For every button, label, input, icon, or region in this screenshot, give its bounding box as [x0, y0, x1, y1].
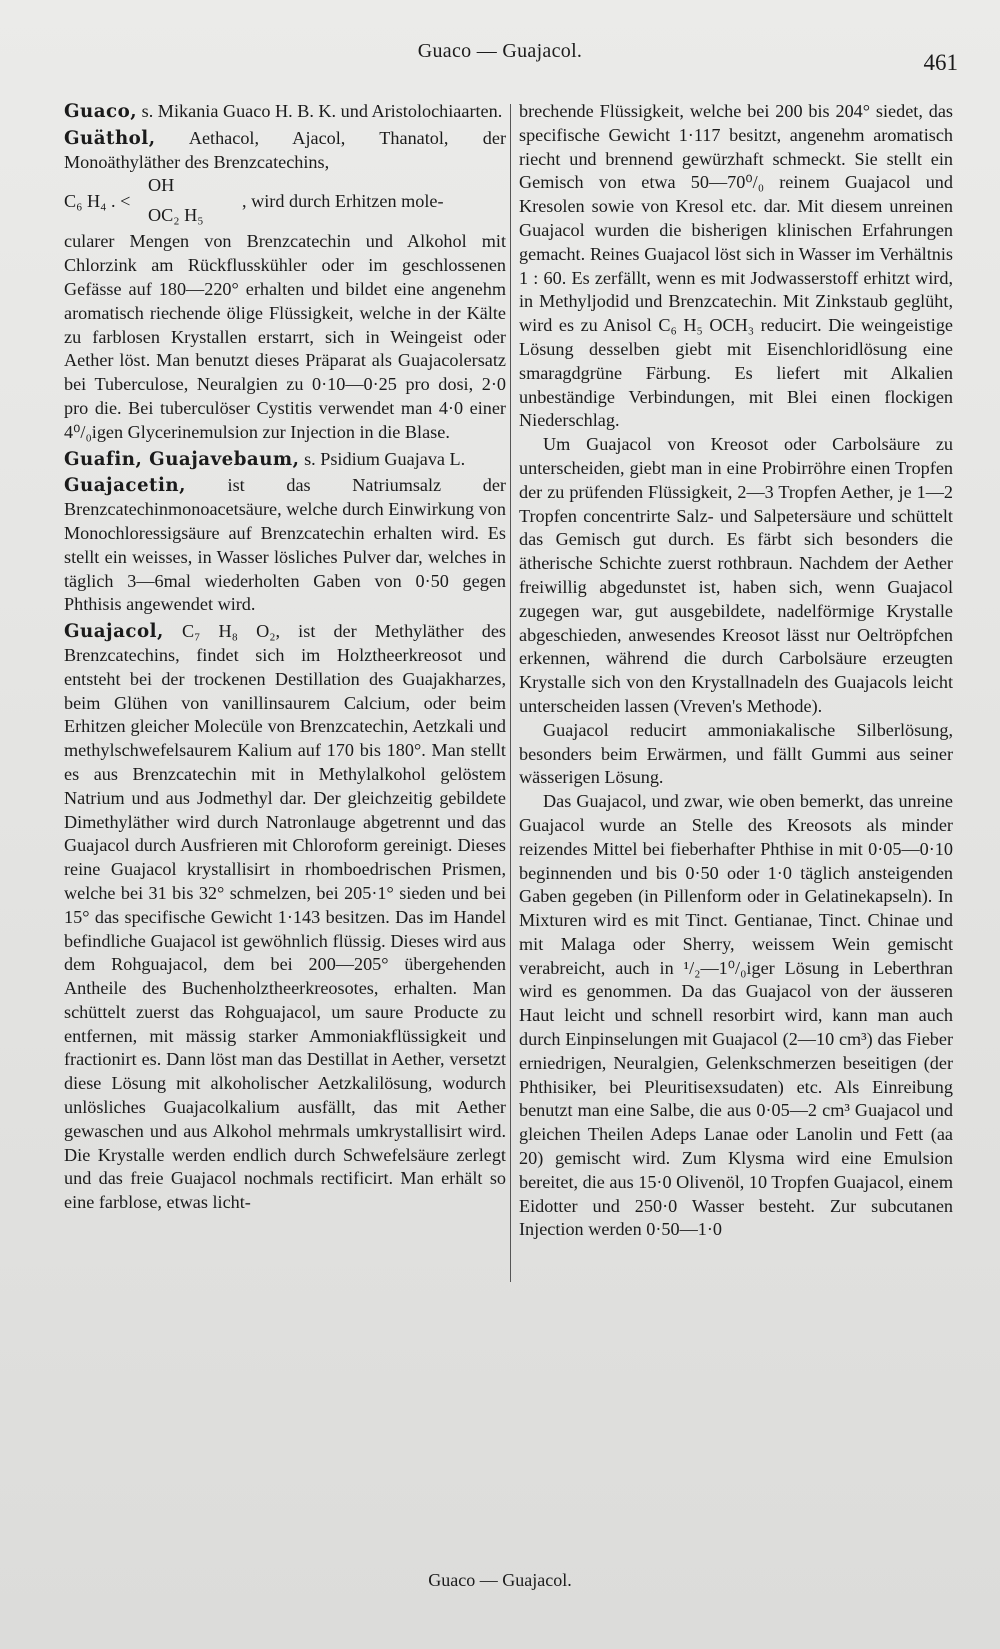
right-column: [519, 100, 953, 1242]
left-column: [64, 100, 506, 1215]
running-head: Guaco — Guajacol.: [417, 40, 583, 62]
paragraph: brechende Flüssigkeit, welche bei 200 bis 204° siedet, das specifische Gewicht 1·117 besitzt, angenehm aromatisch riecht und brennend gewürzhaft schmeckt. Sie stellt ein Gemisch von etwa 50—70⁰/₀ reinem Guajacol und Kresolen sowie von Kresol etc. dar. Mit diesem unreinen Guajacol wurden die bisherigen klinischen Erfahrungen gemacht. Reines Guajacol löst sich in Wasser im Verhältnis 1 : 60. Es zerfällt, wenn es mit Jodwasserstoff erhitzt wird, in Methyljodid und Brenzcatechin. Mit Zinkstaub geglüht, wird es zu Anisol C₆ H₅ OCH₃ reducirt. Die weingeistige Lösung desselben giebt mit Eisenchloridlösung eine smaragdgrüne Färbung. Es liefert mit Alkalien unbeständige Verbindungen, mit Blei einen flockigen Niederschlag.: [519, 101, 953, 431]
headword: Guaco,: [64, 101, 138, 122]
headword: Guafin, Guajavebaum,: [64, 448, 300, 470]
headword: Guajacetin,: [64, 475, 186, 497]
paragraph: Um Guajacol von Kreosot oder Carbolsäure zu unterscheiden, giebt man in eine Probirröhre einen Tropfen der zu prüfenden Flüssigkeit, 2—3 Tropfen Aether, je 1—2 Tropfen concentrirte Salz- und Salpetersäure und schüttelt das Gemisch gut durch. Es färbt sich besonders die ätherische Schichte zuerst rothbraun. Nachdem der Aether freiwillig abgedunstet ist, haben sich, wenn Guajacol zugegen war, gut ausgebildete, nadelförmige Krystalle abgeschieden, anwesendes Kreosot lässt nur Oeltröpfchen erkennen, während die durch Carbolsäure erzeugten Krystalle sich von den Krystallnadeln des Guajacols leicht unterscheiden lassen (Vreven's Methode).: [519, 434, 953, 716]
headword: Guäthol,: [64, 127, 156, 149]
column-divider: [510, 104, 511, 1282]
entry-guaethol-cont: cularer Mengen von Brenzcatechin und Alkohol mit Chlorzink am Rückflusskühler oder im geschlossenen Gefässe auf 180—220° erhalten und bildet eine angenehm aromatisch riechende ölige Flüssigkeit, welche in der Kälte zu farblosen Krystallen erstarrt, sich in Weingeist oder Aether löst. Man benutzt dieses Präparat als Guajacolersatz bei Tuberculose, Neuralgien zu 0·10—0·25 pro dosi, 2·0 pro die. Bei tuberculöser Cystitis verwendet man 4·0 einer 4⁰/₀igen Glycerinemulsion zur Injection in die Blase.: [64, 231, 506, 442]
entry-guajacetin: Guajacetin, ist das Natriumsalz der Brenzcatechinmonoacetsäure, welche durch Einwirkung von Monochloressigsäure auf Brenzcatechin erhalten wird. Es stellt ein weisses, in Wasser lösliches Pulver dar, welches in täglich 3—6mal wiederholten Gaben von 0·50 gegen Phthisis angewendet wird.: [64, 475, 506, 615]
paragraph: Guajacol reducirt ammoniakalische Silberlösung, besonders beim Erwärmen, und fällt Gummi aus seiner wässerigen Lösung.: [519, 719, 953, 788]
paragraph: Das Guajacol, und zwar, wie oben bemerkt, das unreine Guajacol wurde an Stelle des Kreosots als minder reizendes Mittel bei fieberhafter Phthise in mit 0·05—0·10 beginnenden und bis 0·50 oder 1·0 täglich ansteigenden Gaben gegeben (in Pillenform oder in Gelatinekapseln). In Mixturen wird es mit Tinct. Gentianae, Tinct. Chinae und mit Malaga oder Sherry, weissem Wein gemischt verabreicht, auch in ¹/₂—1⁰/₀iger Lösung in Leberthran wird es genommen. Da das Guajacol von der äusseren Haut leicht und schnell resorbirt wird, kann man auch durch Einpinselungen mit Guajacol (2—10 cm³) das Fieber erniedrigen, Neuralgien, Gelenkschmerzen beseitigen (der Phthisiker, bei Pleuritisexsudaten) etc. Als Einreibung benutzt man eine Salbe, die aus 0·05—2 cm³ Guajacol und gleichen Theilen Adeps Lanae oder Lanolin und Fett (aa 20) gemischt wird. Zum Klysma wird eine Emulsion bereitet, die aus 15·0 Olivenöl, 10 Tropfen Guajacol, einem Eidotter und 250·0 Wasser besteht. Zur subcutanen Injection werden 0·50—1·0: [519, 791, 953, 1240]
page-number: 461: [923, 50, 958, 75]
entry-guaethol: Guäthol, Aethacol, Ajacol, Thanatol, der Monoäthyläther des Brenzcatechins,: [64, 127, 506, 172]
headword: Guajacol,: [64, 621, 164, 643]
page-footer: Guaco — Guajacol.: [428, 1570, 572, 1590]
entry-guajacol: Guajacol, C₇ H₈ O₂, ist der Methyläther des Brenzcatechins, findet sich im Holztheerkreosot und entsteht bei der trockenen Destillation des Guajakharzes, beim Glühen von vanillinsaurem Calcium, oder beim Erhitzen gleicher Molecüle von Brenzcatechin, Aetzkali und methylschwefelsaurem Kalium auf 170 bis 180°. Man stellt es aus Brenzcatechin mit in Methylalkohol gelöstem Natrium und aus Jodmethyl dar. Der gleichzeitig gebildete Dimethyläther wird durch Natronlauge abgetrennt und das Guajacol durch Ausfrieren mit Chloroform gereinigt. Dieses reine Guajacol krystallisirt in rhomboedrischen Prismen, welche bei 31 bis 32° schmelzen, bei 205·1° sieden und bei 15° das specifische Gewicht 1·143 besitzen. Das im Handel befindliche Guajacol ist gewöhnlich flüssig. Dieses wird aus dem Rohguajacol, dem bei 200—205° übergehenden Antheile des Buchenholztheerkreosotes, erhalten. Man schüttelt zuerst das Rohguajacol, um saure Producte zu entfernen, mit mässig starker Ammoniakflüssigkeit und fractionirt es. Dann löst man das Destillat in Aether, versetzt diese Lösung mit alkoholischer Aetzkalilösung, wodurch unlösliches Guajacolkalium ausfällt, das mit Aether gewaschen und aus Alkohol mehrmals umkrystallisirt wird. Die Krystalle werden endlich durch Schwefelsäure zerlegt und das freie Guajacol nochmals rectificirt. Man erhält so eine farblose, etwas licht-: [64, 621, 506, 1213]
entry-guafin: Guafin, Guajavebaum, s. Psidium Guajava L.: [64, 448, 466, 470]
entry-guaco: Guaco, s. Mikania Guaco H. B. K. und Aristolochiaarten.: [64, 101, 503, 122]
chemical-formula: C₆ H₄ . < OH OC₂ H₅ , wird durch Erhitzen mole-: [64, 175, 444, 226]
